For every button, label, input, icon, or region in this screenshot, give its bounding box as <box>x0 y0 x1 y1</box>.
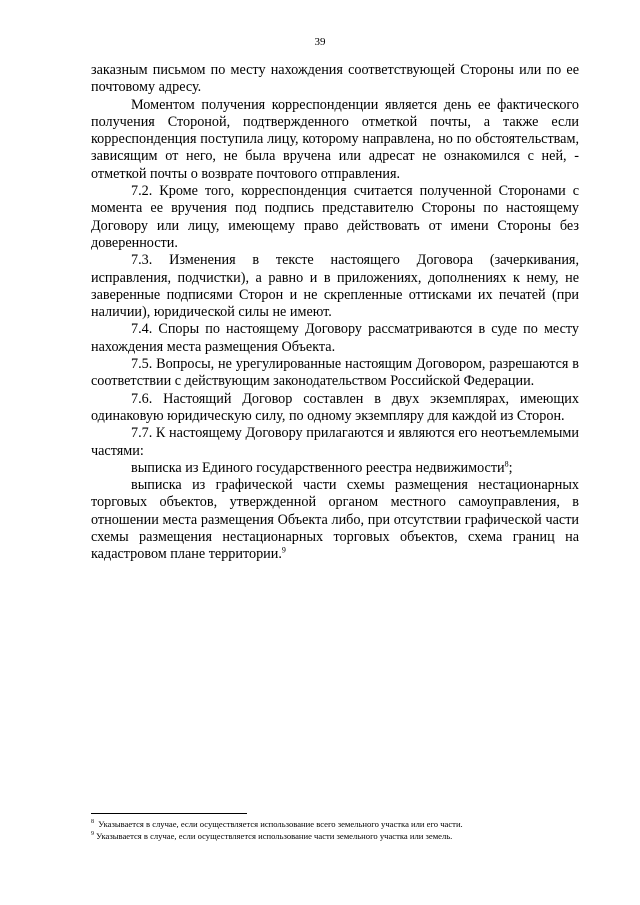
paragraph-text: заказным письмом по месту нахождения соответствующей Стороны или по ее почтовому адресу. <box>91 62 579 96</box>
paragraph-text: Моментом получения корреспонденции является день ее фактического получения Стороной, подтвержденного отметкой почты, а также если корреспонденция поступила лицу, которому направлена, но по обстоятельствам, зависящим от него, не была вручена или адресат не ознакомился с ней, - отметкой почты о возврате почтового отправления. <box>91 96 579 182</box>
paragraph-graphic-extract <box>91 477 579 563</box>
paragraph-text: 7.4. Споры по настоящему Договору рассматриваются в суде по месту нахождения места размещения Объекта. <box>91 321 579 355</box>
paragraph-receipt-moment <box>91 97 579 183</box>
footnote-ref[interactable]: 9 <box>281 545 286 555</box>
footnote-text: Указывается в случае, если осуществляется использование всего земельного участка или его части. <box>98 819 463 829</box>
paragraph-text: 7.2. Кроме того, корреспонденция считается полученной Сторонами с момента ее вручения под подпись представителю Стороны по настоящему Договору или лицу, имеющему право действовать от имени Стороны без доверенности. <box>91 183 579 251</box>
footnote-mark: 8 <box>91 819 94 826</box>
paragraph-continuation <box>91 62 579 97</box>
paragraph-egrn-extract <box>91 460 579 477</box>
page-number: 39 <box>314 36 326 48</box>
footnote-divider <box>91 813 247 814</box>
paragraph-7-5 <box>91 356 579 391</box>
paragraph-text: 7.7. К настоящему Договору прилагаются и являются его неотъемлемыми частями: <box>91 425 579 459</box>
paragraph-text: 7.6. Настоящий Договор составлен в двух экземплярах, имеющих одинаковую юридическую силу, по одному экземпляру для каждой из Сторон. <box>91 390 579 424</box>
paragraph-tail: ; <box>508 459 513 476</box>
paragraph-text: выписка из Единого государственного реестра недвижимости <box>131 459 505 476</box>
paragraph-7-4 <box>91 321 579 356</box>
footnote-9 <box>91 830 591 842</box>
paragraph-7-7 <box>91 425 579 460</box>
footnote-ref[interactable]: 8 <box>504 459 509 469</box>
paragraph-text: 7.5. Вопросы, не урегулированные настоящим Договором, разрешаются в соответствии с действующим законодательством Российской Федерации. <box>91 356 579 390</box>
footnote-8 <box>91 818 591 830</box>
paragraph-7-3 <box>91 252 579 321</box>
footnote-mark: 9 <box>91 831 94 838</box>
body-text <box>91 62 579 564</box>
paragraph-7-6 <box>91 391 579 426</box>
paragraph-text: выписка из графической части схемы размещения нестационарных торговых объектов, утвержденной органом местного самоуправления, в отношении места размещения Объекта либо, при отсутствии графической части схемы размещения нестационарных торговых объектов, схема границ на кадастровом плане территории. <box>91 477 579 563</box>
paragraph-text: 7.3. Изменения в тексте настоящего Договора (зачеркивания, исправления, подчистки), а равно и в приложениях, дополнениях к нему, не заверенные подписями Сторон и не скрепленные оттисками их печатей (при наличии), юридической силы не имеют. <box>91 252 579 321</box>
paragraph-7-2 <box>91 183 579 252</box>
footnote-text: Указывается в случае, если осуществляется использование части земельного участка или земель. <box>96 831 453 841</box>
footnotes <box>91 818 591 842</box>
